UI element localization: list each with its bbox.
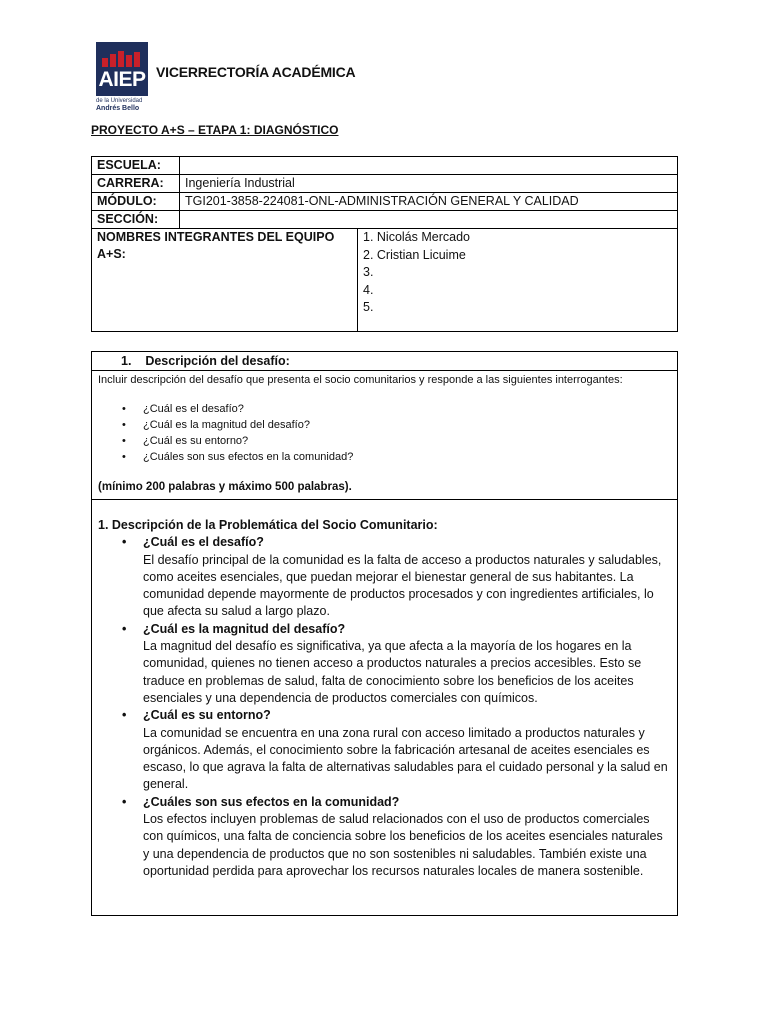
response-answer: La magnitud del desafío es significativa, ya que afecta a la mayoría de los hogares en la comunidad, quienes no tienen acceso a productos naturales a precios accesibles. Esto se traduce en problemas de salud, falta de conocimiento sobre los beneficios de los aceites esenciales y una dependencia de productos comerciales con químicos. [143,639,642,705]
challenge-section [91,351,678,916]
member-item: 2. Cristian Licuime [363,247,466,262]
modulo-value: TGI201-3858-224081-ONL-ADMINISTRACIÓN GENERAL Y CALIDAD [180,193,678,211]
challenge-heading: 1. Descripción del desafío: [92,352,677,371]
response-answer: El desafío principal de la comunidad es la falta de acceso a productos naturales y saludables, como aceites esenciales, que puedan mejorar el bienestar general de sus habitantes. La comunidad depende mayormente de productos procesados y con ingredientes artificiales, lo que afecta su salud a largo plazo. [143,552,662,619]
guiding-question: • ¿Cuáles son sus efectos en la comunidad? [98,449,671,465]
seccion-value [180,211,678,229]
logo-subtitle-line1: de la Universidad [96,98,143,104]
logo-buildings-icon [102,51,144,67]
row-modulo [92,193,678,211]
guiding-questions-list [98,401,671,465]
response-answer: Los efectos incluyen problemas de salud relacionados con el uso de productos comerciales con químicos, una falta de conciencia sobre los beneficios de los aceites esenciales naturales y una dependencia de productos que no son sostenibles ni saludables. También existe una oportunidad perdida para aprovechar los recursos naturales locales de manera sostenible. [143,812,663,878]
word-limit-open: ( [98,481,102,493]
row-carrera [92,175,678,193]
row-escuela [92,157,678,175]
logo-subtitle-line2: Andrés Bello [96,105,140,112]
carrera-value: Ingeniería Industrial [180,175,678,193]
seccion-label: SECCIÓN: [92,211,180,229]
aiep-logo [96,42,148,112]
challenge-instructions [92,371,677,500]
response-item [98,707,671,793]
members-cell [358,229,678,332]
member-item: 5. [363,300,374,314]
response-question: • ¿Cuáles son sus efectos en la comunidad? [143,794,400,809]
response-list [98,534,671,880]
project-title: PROYECTO A+S – ETAPA 1: DIAGNÓSTICO [91,123,339,137]
response-question: • ¿Cuál es el desafío? [143,535,264,550]
response-answer: La comunidad se encuentra en una zona rural con acceso limitado a productos naturales y orgánicos. Además, el conocimiento sobre la fabricación artesanal de aceites esenciales es escaso, lo que agrava la falta de alternativas saludables para el cuidado personal y la salud en general. [143,725,668,792]
challenge-response [92,500,677,880]
response-question: • ¿Cuál es su entorno? [143,708,271,723]
escuela-value [180,157,678,175]
carrera-label: CARRERA: [92,175,180,193]
response-item [98,534,671,620]
word-limit-close: ). [344,481,352,493]
modulo-label: MÓDULO: [92,193,180,211]
row-members [92,229,678,332]
response-question: • ¿Cuál es la magnitud del desafío? [143,621,346,636]
escuela-label: ESCUELA: [92,157,180,175]
logo-text: AIEP [98,68,146,91]
word-limit-note [98,480,352,494]
member-item: 1. Nicolás Mercado [363,230,470,244]
response-item [98,794,671,880]
member-item: 4. [363,282,374,297]
info-table [91,156,678,332]
member-item: 3. [363,265,374,279]
logo-emblem [96,42,148,96]
guiding-question: • ¿Cuál es su entorno? [98,433,671,449]
row-seccion [92,211,678,229]
header-title: VICERRECTORÍA ACADÉMICA [156,64,356,80]
guiding-question: • ¿Cuál es la magnitud del desafío? [98,417,671,433]
word-limit-text: mínimo 200 palabras y máximo 500 palabras [101,481,345,493]
guiding-question: • ¿Cuál es el desafío? [98,401,671,417]
response-item [98,621,671,707]
members-list [363,229,672,317]
logo-subtitle [96,98,156,112]
instructions-text: Incluir descripción del desafío que presenta el socio comunitarios y responde a las siguientes interrogantes: [98,374,623,386]
response-title: 1. Descripción de la Problemática del Socio Comunitario: [98,518,438,532]
members-label: NOMBRES INTEGRANTES DEL EQUIPO A+S: [92,229,358,332]
